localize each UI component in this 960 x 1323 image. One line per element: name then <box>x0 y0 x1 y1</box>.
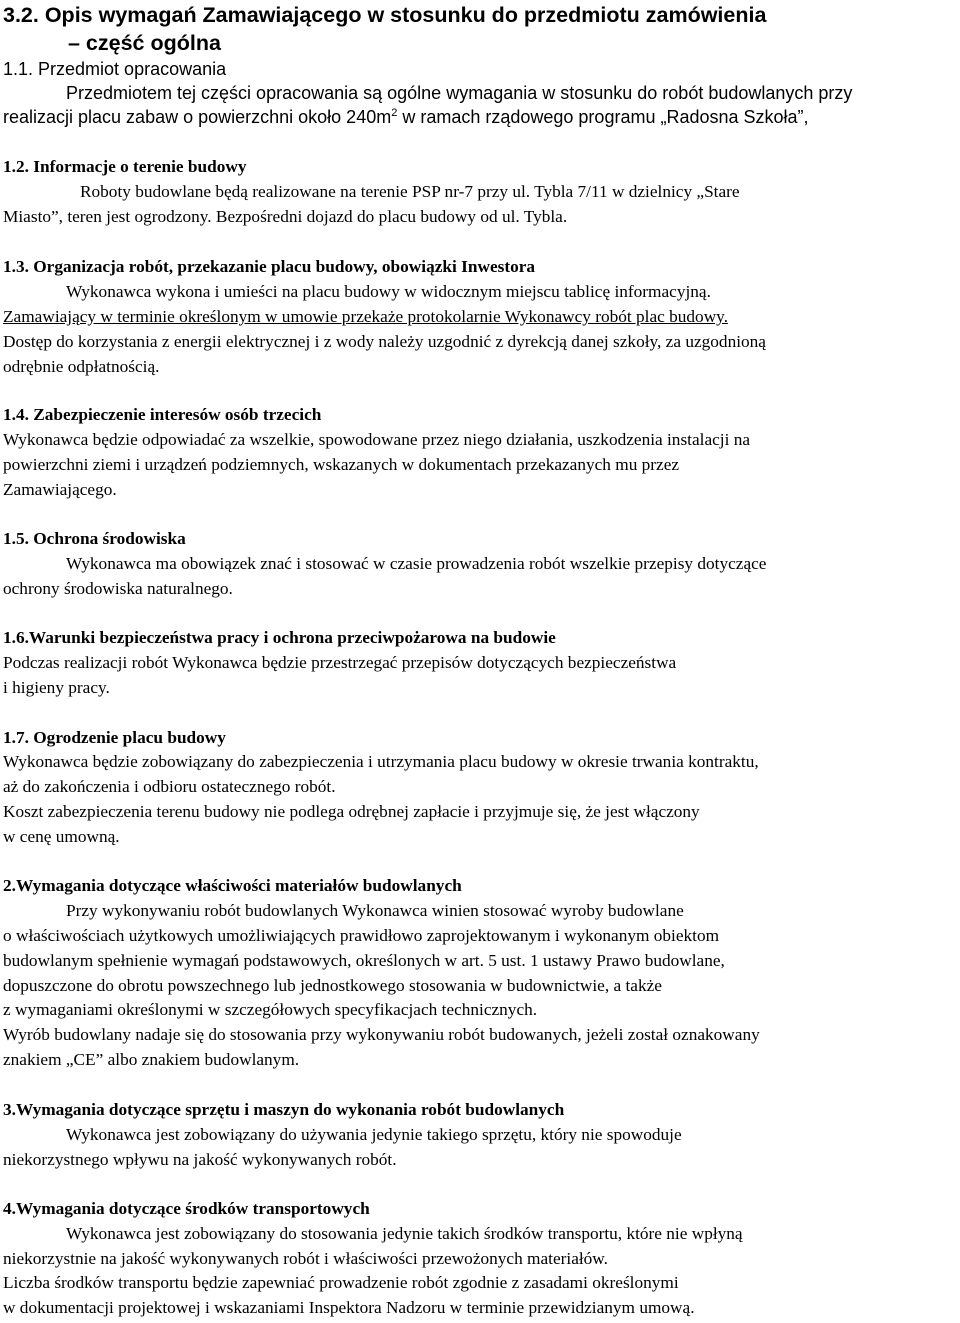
section-1-3-text-line: Dostęp do korzystania z energii elektrycznej i z wody należy uzgodnić z dyrekcją danej szkoły, za uzgodnioną <box>3 332 766 351</box>
section-2-heading: 2.Wymagania dotyczące właściwości materiałów budowlanych <box>3 876 462 895</box>
section-2-text-line: budowlanym spełnienie wymagań podstawowych, określonych w art. 5 ust. 1 ustawy Prawo budowlane, <box>3 951 725 970</box>
text-fragment: realizacji placu zabaw o powierzchni około 240m <box>3 107 392 127</box>
section-4-text-line: niekorzystnie na jakość wykonywanych robót i właściwości przewożonych materiałów. <box>3 1249 608 1268</box>
page-title-line2: – część ogólna <box>68 31 221 55</box>
section-1-7-text-line: Koszt zabezpieczenia terenu budowy nie podlega odrębnej zapłacie i przyjmuje się, że jest włączony <box>3 802 700 821</box>
section-1-4-text-line: Wykonawca będzie odpowiadać za wszelkie, spowodowane przez niego działania, uszkodzenia instalacji na <box>3 430 751 449</box>
section-2-text-line: o właściwościach użytkowych umożliwiających prawidłowo zaprojektowanym i wykonanym obiektom <box>3 926 720 945</box>
section-1-5-heading: 1.5. Ochrona środowiska <box>3 529 186 548</box>
text-fragment: w ramach rządowego programu „Radosna Szkoła”, <box>397 107 809 127</box>
section-1-3-text-line: Zamawiający w terminie określonym w umowie przekaże protokolarnie Wykonawcy robót plac budowy. <box>3 307 729 326</box>
superscript: 2 <box>391 107 398 119</box>
section-1-3-heading: 1.3. Organizacja robót, przekazanie placu budowy, obowiązki Inwestora <box>3 257 536 276</box>
section-2-text-line: Wyrób budowlany nadaje się do stosowania przy wykonywaniu robót budowanych, jeżeli został oznakowany <box>3 1025 760 1044</box>
section-2-text-line: Przy wykonywaniu robót budowlanych Wykonawca winien stosować wyroby budowlane <box>66 901 684 920</box>
section-1-1-text-line <box>3 106 809 131</box>
section-1-4-text-line: powierzchni ziemi i urządzeń podziemnych, wskazanych w dokumentach przekazanych mu przez <box>3 455 680 474</box>
section-1-4-text-line: Zamawiającego. <box>3 480 117 499</box>
section-1-7-text-line: w cenę umowną. <box>3 827 120 846</box>
section-1-6-text-line: Podczas realizacji robót Wykonawca będzie przestrzegać przepisów dotyczących bezpieczeństwa <box>3 653 677 672</box>
section-3-text-line: Wykonawca jest zobowiązany do używania jedynie takiego sprzętu, który nie spowoduje <box>66 1125 682 1144</box>
section-1-3-text-line: Wykonawca wykona i umieści na placu budowy w widocznym miejscu tablicę informacyjną. <box>66 282 711 301</box>
section-4-heading: 4.Wymagania dotyczące środków transportowych <box>3 1199 370 1218</box>
section-2-text-line: z wymaganiami określonymi w szczegółowych specyfikacjach technicznych. <box>3 1000 538 1019</box>
section-2-text-line: znakiem „CE” albo znakiem budowlanym. <box>3 1050 300 1069</box>
section-1-3-text-line: odrębnie odpłatnością. <box>3 357 160 376</box>
section-1-6-text-line: i higieny pracy. <box>3 678 110 697</box>
section-3-text-line: niekorzystnego wpływu na jakość wykonywanych robót. <box>3 1150 397 1169</box>
page-title: 3.2. Opis wymagań Zamawiającego w stosunku do przedmiotu zamówienia <box>3 3 767 27</box>
section-1-7-text-line: aż do zakończenia i odbioru ostatecznego robót. <box>3 777 336 796</box>
section-2-text-line: dopuszczone do obrotu powszechnego lub jednostkowego stosowania w budownictwie, a także <box>3 976 662 995</box>
section-1-2-heading: 1.2. Informacje o terenie budowy <box>3 157 247 176</box>
section-4-text-line: w dokumentacji projektowej i wskazaniami Inspektora Nadzoru w terminie przewidzianym umową. <box>3 1298 695 1317</box>
section-4-text-line: Liczba środków transportu będzie zapewniać prowadzenie robót zgodnie z zasadami określonymi <box>3 1273 679 1292</box>
section-1-7-heading: 1.7. Ogrodzenie placu budowy <box>3 728 226 747</box>
section-1-7-text-line: Wykonawca będzie zobowiązany do zabezpieczenia i utrzymania placu budowy w okresie trwania kontraktu, <box>3 752 759 771</box>
section-1-2-text-line: Roboty budowlane będą realizowane na terenie PSP nr-7 przy ul. Tybla 7/11 w dzielnicy „Stare <box>80 182 740 201</box>
section-1-6-heading: 1.6.Warunki bezpieczeństwa pracy i ochrona przeciwpożarowa na budowie <box>3 628 556 647</box>
section-1-4-heading: 1.4. Zabezpieczenie interesów osób trzecich <box>3 405 322 424</box>
section-1-5-text-line: ochrony środowiska naturalnego. <box>3 579 233 598</box>
section-4-text-line: Wykonawca jest zobowiązany do stosowania jedynie takich środków transportu, które nie wpłyną <box>66 1224 743 1243</box>
section-1-1-heading: 1.1. Przedmiot opracowania <box>3 59 227 79</box>
section-3-heading: 3.Wymagania dotyczące sprzętu i maszyn do wykonania robót budowlanych <box>3 1100 565 1119</box>
section-1-1-text-line: Przedmiotem tej części opracowania są ogólne wymagania w stosunku do robót budowlanych przy <box>66 83 853 103</box>
section-1-2-text-line: Miasto”, teren jest ogrodzony. Bezpośredni dojazd do placu budowy od ul. Tybla. <box>3 207 568 226</box>
section-1-5-text-line: Wykonawca ma obowiązek znać i stosować w czasie prowadzenia robót wszelkie przepisy dotyczące <box>66 554 767 573</box>
